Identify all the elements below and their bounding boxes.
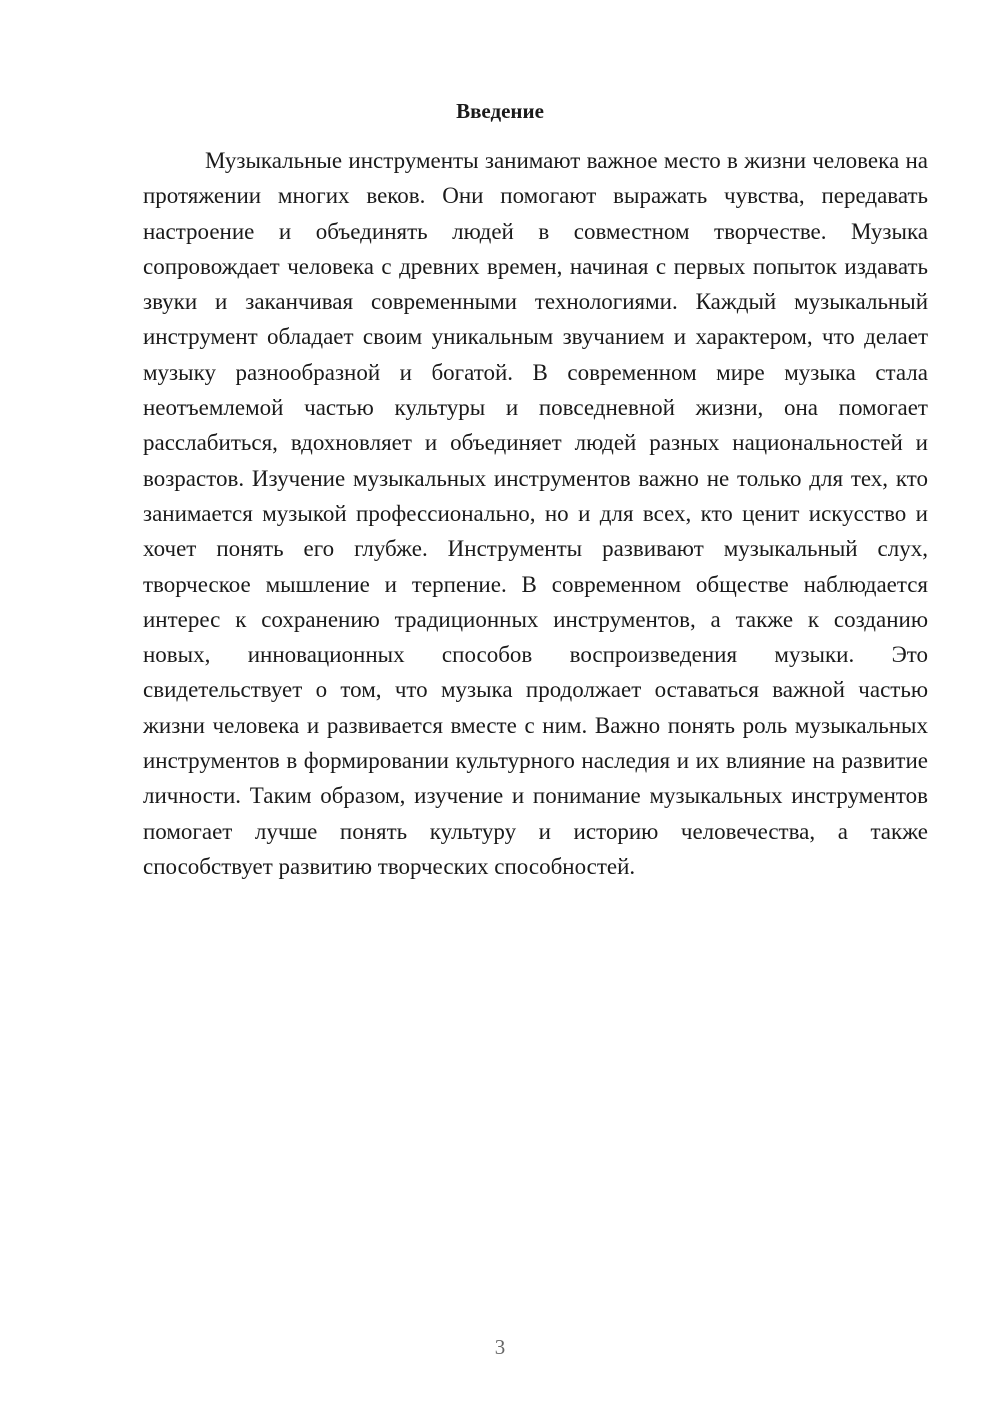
body-paragraph: Музыкальные инструменты занимают важное место в жизни человека на протяжении многих веков. Они помогают выражать чувства, передавать настроение и объединять людей в совместном творчестве. Музыка сопровождает человека с древних времен, начиная с первых попыток издавать звуки и заканчивая современными технологиями. Каждый музыкальный инструмент обладает своим уникальным звучанием и характером, что делает музыку разнообразной и богатой. В современном мире музыка стала неотъемлемой частью культуры и повседневной жизни, она помогает расслабиться, вдохновляет и объединяет людей разных национальностей и возрастов. Изучение музыкальных инструментов важно не только для тех, кто занимается музыкой профессионально, но и для всех, кто ценит искусство и хочет понять его глубже. Инструменты развивают музыкальный слух, творческое мышление и терпение. В современном обществе наблюдается интерес к сохранению традиционных инструментов, а также к созданию новых, инновационных способов воспроизведения музыки. Это свидетельствует о том, что музыка продолжает оставаться важной частью жизни человека и развивается вместе с ним. Важно понять роль музыкальных инструментов в формировании культурного наследия и их влияние на развитие личности. Таким образом, изучение и понимание музыкальных инструментов помогает лучше понять культуру и историю человечества, а также способствует развитию творческих способностей. — [143, 148, 928, 879]
page-number: 3 — [494, 1335, 506, 1359]
section-heading: Введение — [456, 99, 544, 123]
